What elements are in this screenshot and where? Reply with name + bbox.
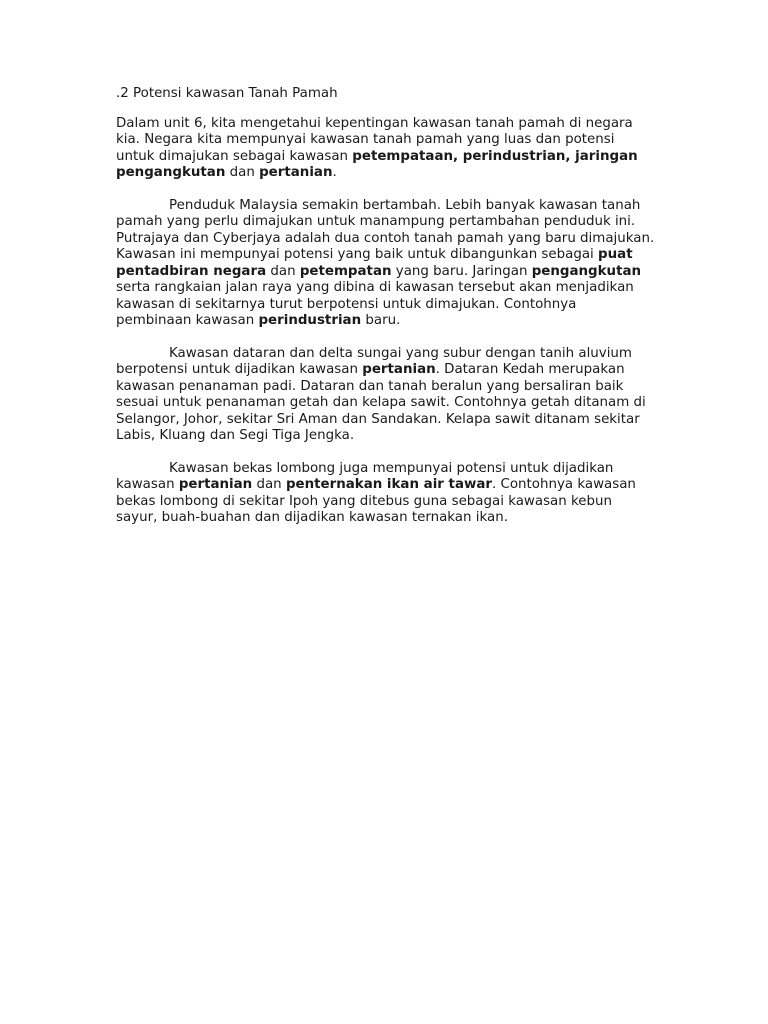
section-heading: .2 Potensi kawasan Tanah Pamah xyxy=(116,86,338,101)
paragraph xyxy=(116,116,656,182)
paragraph-list xyxy=(116,116,656,527)
text-run: . xyxy=(332,165,337,180)
document-body xyxy=(116,86,656,543)
bold-text: penternakan ikan air tawar xyxy=(285,477,492,492)
text-run: serta rangkaian jalan raya yang dibina di kawasan tersebut akan menjadikan kawasan di sekitarnya turut berpotensi untuk dimajukan. Contohnya pembinaan kawasan xyxy=(116,280,634,328)
bold-text: puat pentadbiran negara xyxy=(116,247,633,279)
text-run: Kawasan bekas lombong juga mempunyai potensi untuk dijadikan kawasan xyxy=(116,460,614,492)
text-run: dan xyxy=(225,165,260,180)
text-run: . Contohnya kawasan bekas lombong di sekitar Ipoh yang ditebus guna sebagai kawasan kebun sayur, buah-buahan dan dijadikan kawasan ternakan ikan. xyxy=(116,477,636,525)
text-run: Penduduk Malaysia semakin bertambah. Lebih banyak kawasan tanah pamah yang perlu dimajukan untuk manampung pertambahan penduduk ini. Putrajaya dan Cyberjaya adalah dua contoh tanah pamah yang baru dimajukan. Kawasan ini mempunyai potensi yang baik untuk dibangunkan sebagai xyxy=(116,197,655,262)
text-run: Dalam unit 6, kita mengetahui kepentingan kawasan tanah pamah di negara kia. Negara kita mempunyai kawasan tanah pamah yang luas dan potensi untuk dimajukan sebagai kawasan xyxy=(116,115,633,164)
bold-text: pertanian xyxy=(259,165,333,180)
paragraph xyxy=(116,198,656,330)
bold-text: perindustrian xyxy=(258,313,362,328)
bold-text: petempataan, perindustrian, jaringan pengangkutan xyxy=(116,148,638,180)
bold-text: pertanian xyxy=(362,362,436,377)
bold-text: pertanian xyxy=(178,477,253,492)
bold-text: pengangkutan xyxy=(531,263,642,279)
text-run: . Dataran Kedah merupakan kawasan penanaman padi. Dataran dan tanah beralun yang bersaliran baik sesuai untuk penanaman getah dan kelapa sawit. Contohnya getah ditanam di Selangor, Johor, sekitar Sri Aman dan Sandakan. Kelapa sawit ditanam sekitar Labis, Kluang dan Segi Tiga Jengka. xyxy=(116,362,646,443)
text-run: dan xyxy=(252,477,286,492)
bold-text: petempatan xyxy=(299,263,392,279)
paragraph xyxy=(116,346,656,445)
text-run: dan xyxy=(266,263,300,279)
text-run: yang baru. Jaringan xyxy=(391,263,532,279)
text-run: baru. xyxy=(361,313,401,328)
paragraph xyxy=(116,461,656,527)
text-run: Kawasan dataran dan delta sungai yang subur dengan tanih aluvium berpotensi untuk dijadikan kawasan xyxy=(116,345,632,377)
